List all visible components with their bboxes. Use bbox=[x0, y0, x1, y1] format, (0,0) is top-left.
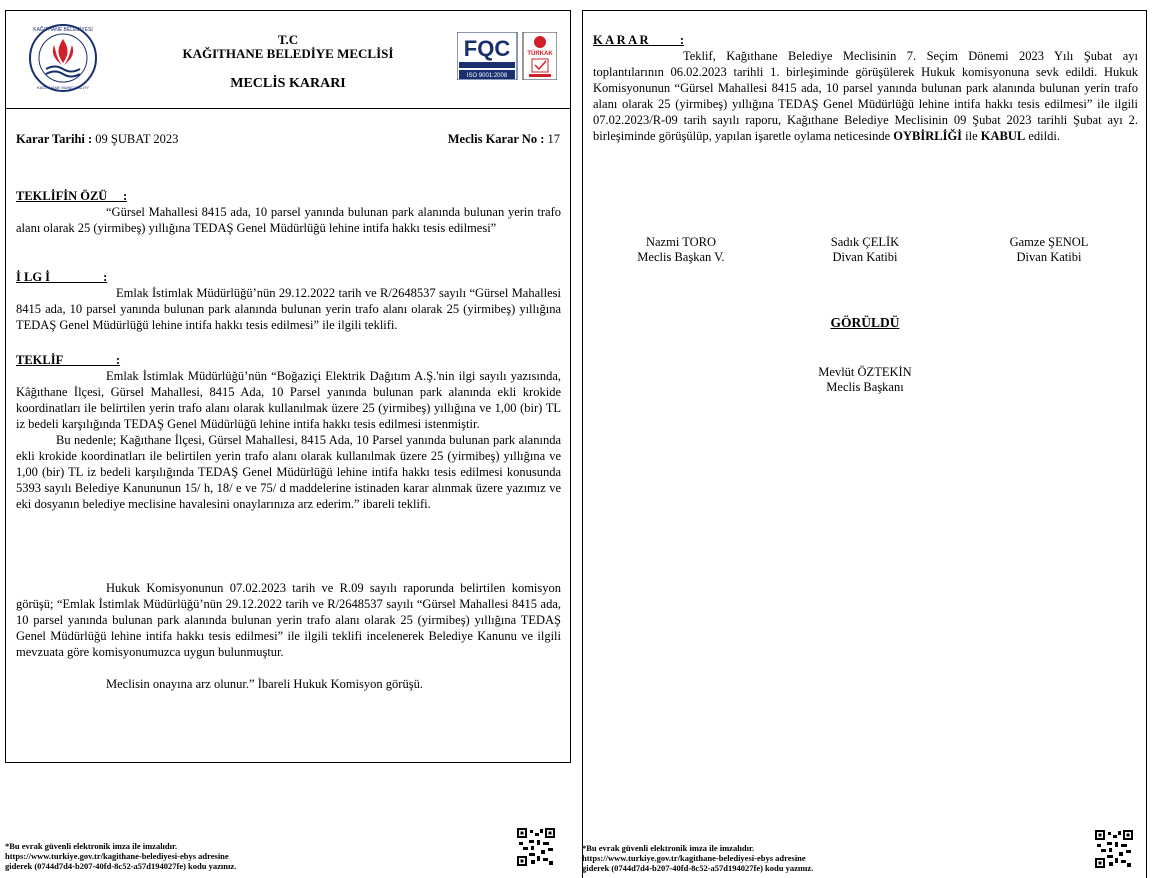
qr-code-icon bbox=[517, 828, 555, 866]
cert-fqc-text: FQC bbox=[463, 36, 511, 61]
signature-sadik-celik: Sadık ÇELİK Divan Katibi bbox=[830, 235, 900, 264]
section-title-teklif: TEKLİF : bbox=[16, 353, 121, 367]
section-text-teklif-2: Bu nedenle; Kağıthane İlçesi, Gürsel Mahallesi, 8415 Ada, 10 Parsel yanında bulunan park alanında ekli krokide koordinatları ile belirtilen yerin trafo alanı olarak kullanılmak üzere 25 (yirmibeş) yıllığına ve 1,00 (bir) TL iz bedeli karşılığında TEDAŞ Genel Müdürlüğü lehine intifa hakkı tesis edilmesi konusunda 5393 sayılı Belediye Kanununun 15/ h, 18/ e ve 75/ d maddelerine istinaden karar alınmak üzere yazımız ve eki dosyanın belediye meclisine havalesini onaylarınıza arz ederim.” ibareli teklifi. bbox=[16, 433, 561, 511]
section-komisyon bbox=[16, 580, 561, 692]
section-teklif bbox=[16, 352, 561, 512]
document-page-right bbox=[582, 10, 1147, 878]
komisyon-text-2: Meclisin onayına arz olunur.” İbareli Hukuk Komisyon görüşü. bbox=[106, 677, 423, 691]
decision-date: Karar Tarihi : 09 ŞUBAT 2023 bbox=[16, 132, 179, 146]
e-signature-note-left: *Bu evrak güvenli elektronik imza ile imzalıdır. https://www.turkiye.gov.tr/kagithane-belediyesi-ebys adresine giderek (0744d7d4-b207-40fd-8c52-a57d194027fe) kodu yazınız. bbox=[5, 841, 237, 871]
karar-text: Teklif, Kağıthane Belediye Meclisinin 7. Seçim Dönemi 2023 Yılı Şubat ayı toplantılarının 06.02.2023 tarihli 1. birleşiminde görüşülerek Hukuk komisyonuna sevk edildi. Hukuk Komisyonunun “Gürsel Mahallesi 8415 ada, 10 parsel yanında bulunan park alanında bulunan yerin trafo alanı olarak 25 (yirmibeş) yıllığına TEDAŞ Genel Müdürlüğü lehine intifa hakkı tesis edilmesi” ile ilgili 07.02.2023/R-09 tarih sayılı raporu, Kağıthane Belediye Meclisinin 09 Şubat 2023 tarihli Şubat ayı 2. birleşiminde görüşülüp, yapılan işaretle oylama neticesinde OYBİRLİĞİ ile KABUL edildi. bbox=[593, 49, 1138, 143]
section-title-ozu: TEKLİFİN ÖZÜ : bbox=[16, 189, 128, 203]
header-tc: T.C bbox=[277, 32, 299, 47]
decision-number: Meclis Karar No : 17 bbox=[447, 132, 560, 146]
section-karar bbox=[593, 32, 1138, 144]
signature-mevlut-oztekin: Mevlüt ÖZTEKİN Meclis Başkanı bbox=[818, 365, 912, 394]
section-ilgi bbox=[16, 269, 561, 333]
cert-iso-text: ISO 9001:2008 bbox=[466, 73, 508, 79]
header-institution: KAĞITHANE BELEDİYE MECLİSİ bbox=[182, 46, 394, 61]
certification-logos bbox=[457, 32, 557, 80]
e-signature-note-right: *Bu evrak güvenli elektronik imza ile imzalıdır. https://www.turkiye.gov.tr/kagithane-belediyesi-ebys adresine giderek (0744d7d4-b207-40fd-8c52-a57d194027fe) kodu yazınız. bbox=[582, 843, 814, 873]
section-text-teklif-1: Emlak İstimlak Müdürlüğü’nün “Boğaziçi Elektrik Dağıtım A.Ş.'nin ilgi sayılı yazısında, Kâğıthane İlçesi, Gürsel Mahallesi, 8415 Ada, 10 Parsel yanında bulunan park alanında ekli krokide koordinatları ile belirtilen yerin trafo alanı olarak kullanılmak üzere 25 (yirmibeş) yıllığına ve 1,00 (bir) TL iz bedeli karşılığında TEDAŞ Genel Müdürlüğü lehine intifa hakkı tesis edilmesi istenmiştir. bbox=[16, 369, 561, 431]
signature-nazmi-toro: Nazmi TORO Meclis Başkan V. bbox=[637, 235, 725, 264]
goruldu-title: GÖRÜLDÜ bbox=[830, 315, 900, 330]
logo-bottom-text: KAĞITHANE MUNICIPALITY bbox=[37, 85, 89, 90]
document-title: MECLİS KARARI bbox=[230, 76, 346, 91]
document-page-left bbox=[5, 10, 571, 763]
signature-gamze-senol: Gamze ŞENOL Divan Katibi bbox=[1009, 235, 1089, 264]
document-header bbox=[6, 11, 570, 109]
qr-code-icon bbox=[1095, 830, 1133, 868]
section-title-karar: K A R A R : bbox=[593, 33, 684, 47]
section-teklif-ozu bbox=[16, 188, 561, 236]
section-text-ozu: “Gürsel Mahallesi 8415 ada, 10 parsel yanında bulunan park alanında bulunan yerin trafo alanı olarak 25 (yirmibeş) yıllığına TEDAŞ Genel Müdürlüğü lehine intifa hakkı tesis edilmesi” bbox=[16, 205, 561, 235]
section-text-ilgi: Emlak İstimlak Müdürlüğü’nün 29.12.2022 tarih ve R/2648537 sayılı “Gürsel Mahallesi 8415 ada, 10 parsel yanında bulunan park alanında bulunan yerin trafo alanı olarak 25 (yirmibeş) yıllığına TEDAŞ Genel Müdürlüğü lehine intifa hakkı tesis edilmesi” ile ilgili teklifi. bbox=[16, 286, 561, 332]
cert-turkak-text: TÜRKAK bbox=[527, 51, 553, 57]
komisyon-text-1: Hukuk Komisyonunun 07.02.2023 tarih ve R.09 sayılı raporunda belirtilen komisyon görüşü; “Emlak İstimlak Müdürlüğü’nün 29.12.2022 tarih ve R/2648537 sayılı “Gürsel Mahallesi 8415 ada, 10 parsel yanında bulunan park alanında bulunan yerin trafo alanı olarak 25 (yirmibeş) yıllığına TEDAŞ Genel Müdürlüğü lehine intifa hakkı tesis edilmesi” ile ilgili teklifi incelenerek Belediye Kanunu ve ilgili mevzuata göre komisyonumuzca uygun bulunmuştur. bbox=[16, 581, 561, 659]
section-title-ilgi: İ LG İ : bbox=[16, 270, 108, 284]
logo-ring-text: KAĞITHANE BELEDİYESİ bbox=[33, 27, 93, 33]
